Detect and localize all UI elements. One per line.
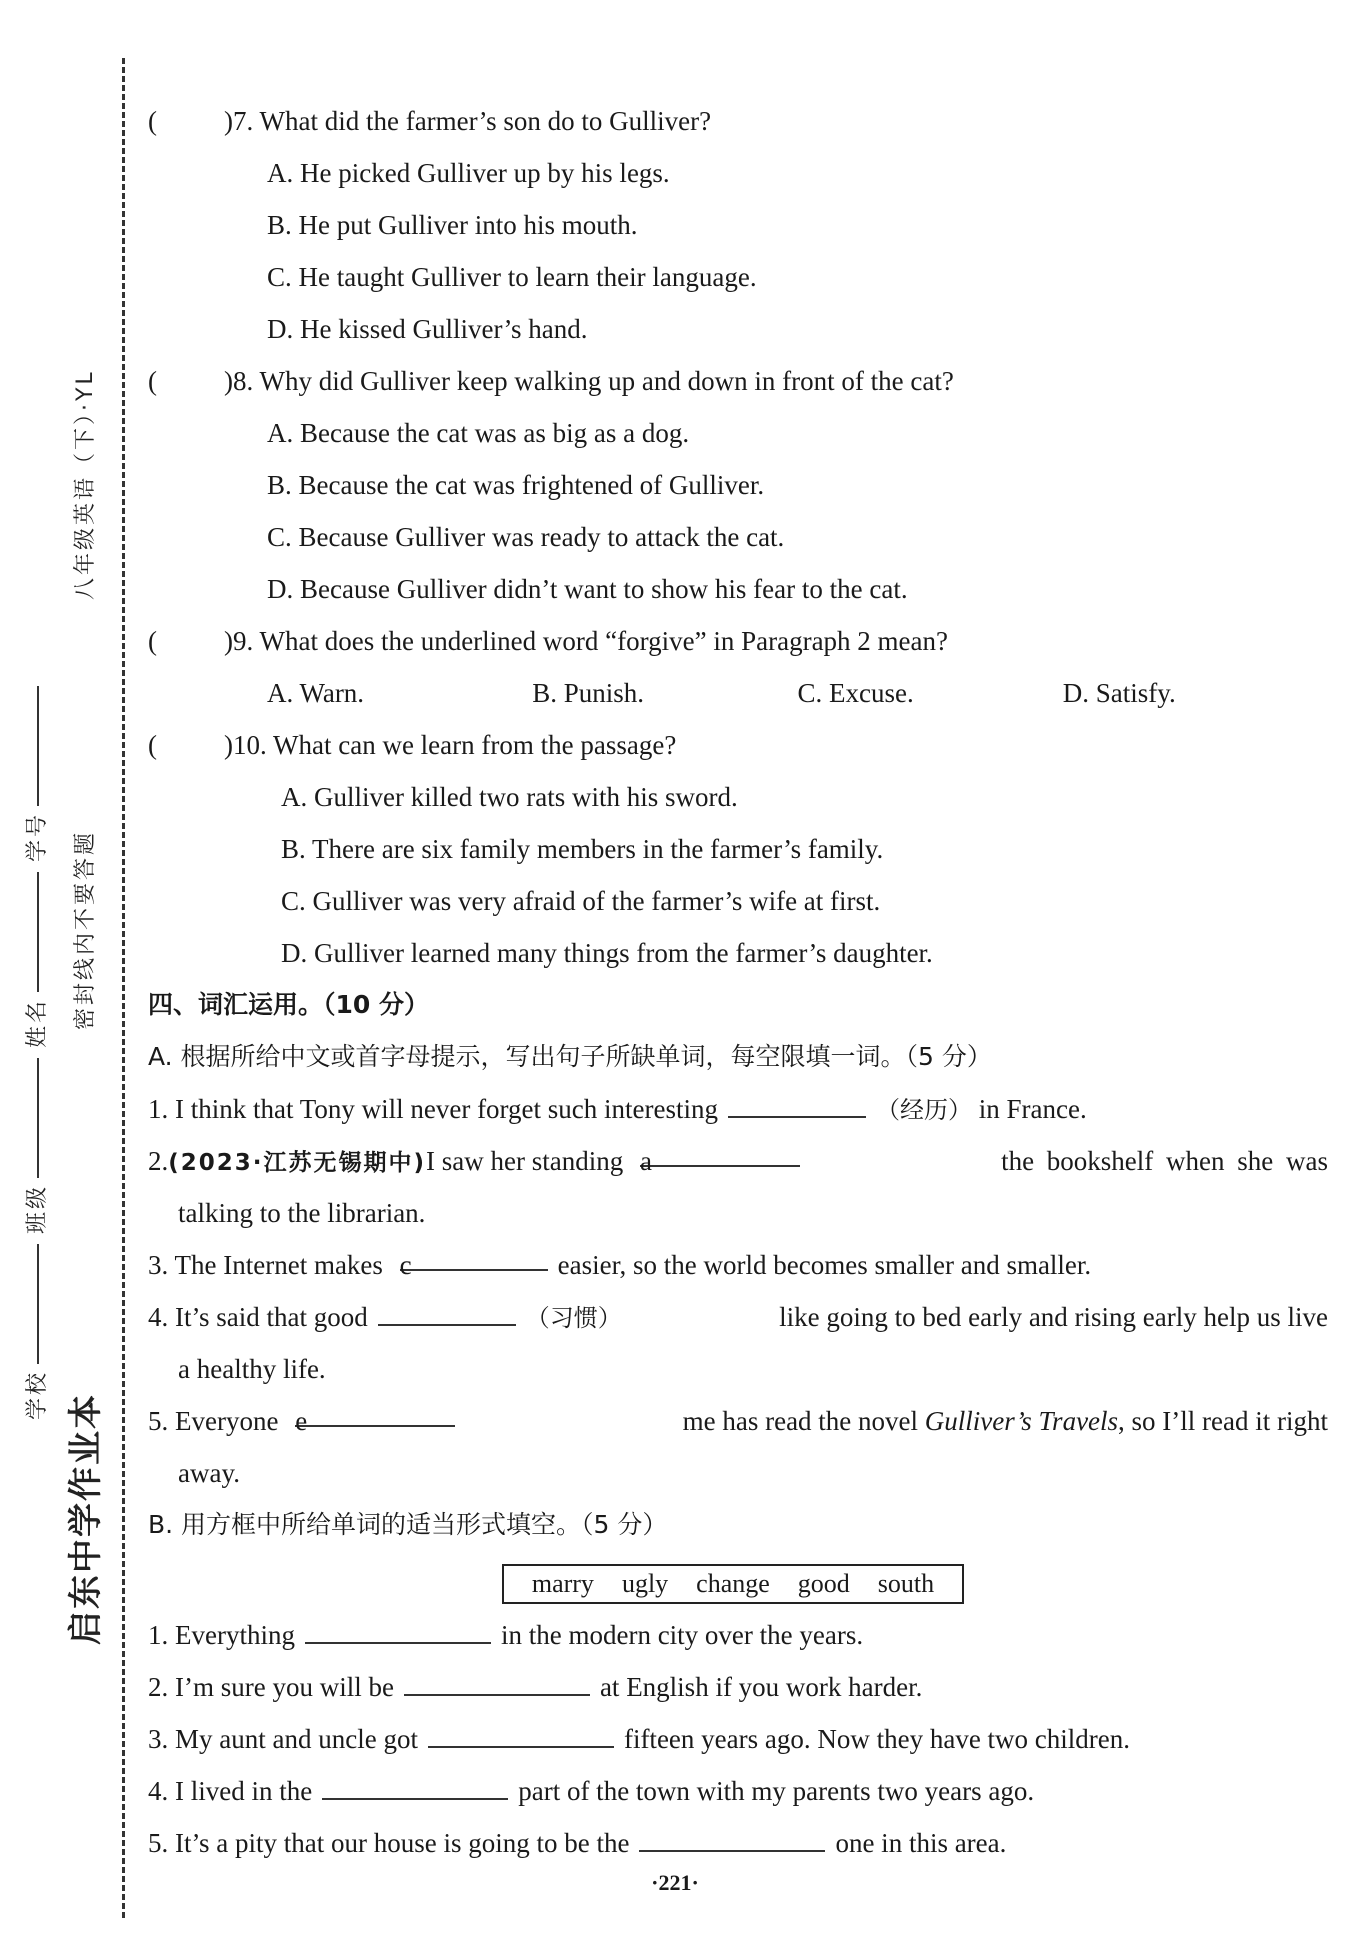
answer-blank[interactable]	[305, 1612, 491, 1644]
sentence-text: 3. My aunt and uncle got	[148, 1724, 418, 1754]
student-number-field[interactable]	[20, 686, 51, 862]
school-label: 学校	[25, 1369, 50, 1420]
question-10	[148, 719, 1328, 771]
page-number: ·221·	[651, 1870, 699, 1895]
chinese-hint: （经历）	[876, 1096, 973, 1124]
option: A. Gulliver killed two rats with his sword.	[281, 782, 738, 812]
option: B. There are six family members in the farmer’s family.	[281, 834, 884, 864]
school-field[interactable]	[20, 1244, 51, 1420]
book-title-italic: Gulliver’s Travels	[924, 1406, 1119, 1436]
question-9	[148, 615, 1328, 667]
answer-blank[interactable]	[295, 1395, 455, 1436]
sentence-text: part of the town with my parents two years ago.	[518, 1776, 1035, 1806]
answer-blank[interactable]	[404, 1664, 590, 1696]
answer-blank[interactable]	[378, 1294, 516, 1326]
sentence-text: 3. The Internet makes	[148, 1250, 383, 1280]
seal-notice: 密封线内不要答题	[73, 829, 98, 1030]
question-stem: )7. What did the farmer’s son do to Gulliver?	[224, 106, 712, 136]
seal-dashed-line	[122, 58, 125, 1918]
question-stem: )10. What can we learn from the passage?	[224, 730, 677, 760]
option: B. Punish.	[532, 678, 645, 708]
answer-blank[interactable]	[639, 1820, 825, 1852]
vocab-b-3	[148, 1713, 1328, 1765]
item-number: 2.	[148, 1146, 169, 1176]
word-box-row	[148, 1551, 1328, 1609]
option: D. Because Gulliver didn’t want to show his fear to the cat.	[267, 574, 908, 604]
class-label: 班级	[25, 1183, 50, 1234]
sentence-text: 2. I’m sure you will be	[148, 1672, 394, 1702]
sentence-text: 4. It’s said that good	[148, 1302, 368, 1332]
vocab-a-4-continued: a healthy life.	[178, 1354, 326, 1384]
student-info-fields	[20, 686, 51, 1420]
answer-blank[interactable]	[728, 1086, 866, 1118]
vocab-a-3	[148, 1239, 1328, 1291]
question-7	[148, 95, 1328, 147]
vocab-b-1	[148, 1609, 1328, 1661]
option: B. Because the cat was frightened of Gulliver.	[267, 470, 765, 500]
sentence-text: 4. I lived in the	[148, 1776, 313, 1806]
question-stem: )8. Why did Gulliver keep walking up and down in front of the cat?	[224, 366, 954, 396]
word-box	[502, 1564, 964, 1604]
sentence-text: easier, so the world becomes smaller and smaller.	[557, 1250, 1092, 1280]
option: A. Because the cat was as big as a dog.	[267, 418, 690, 448]
sentence-text: in France.	[978, 1094, 1087, 1124]
option: D. Satisfy.	[1062, 678, 1176, 708]
vocab-a-2	[148, 1135, 1328, 1187]
vocab-b-4	[148, 1765, 1328, 1817]
answer-blank[interactable]	[322, 1768, 508, 1800]
question-stem: )9. What does the underlined word “forgive” in Paragraph 2 mean?	[224, 626, 949, 656]
answer-paren[interactable]: (	[148, 626, 157, 656]
sentence-text: me has read the novel	[682, 1406, 919, 1436]
vocab-a-1	[148, 1083, 1328, 1135]
initial-letter: c	[399, 1250, 412, 1280]
vocab-b-2	[148, 1661, 1328, 1713]
option: C. Excuse.	[797, 678, 914, 708]
word-option: south	[877, 1569, 935, 1598]
option: A. Warn.	[267, 678, 365, 708]
sentence-text: I saw her standing	[426, 1146, 624, 1176]
part-a-title: A. 根据所给中文或首字母提示，写出句子所缺单词，每空限填一词。（5 分）	[148, 1042, 992, 1071]
vocab-a-2-continued: talking to the librarian.	[178, 1198, 426, 1228]
sentence-text: 1. I think that Tony will never forget such interesting	[148, 1094, 719, 1124]
answer-paren[interactable]: (	[148, 106, 157, 136]
answer-blank[interactable]	[428, 1716, 614, 1748]
section-4-title: 四、词汇运用。（10 分）	[148, 990, 429, 1019]
sentence-text: the bookshelf when she was	[1001, 1146, 1328, 1176]
vocab-a-5-continued: away.	[178, 1458, 240, 1488]
sentence-text: 5. It’s a pity that our house is going to be the	[148, 1828, 630, 1858]
book-title: 八年级英语（下）·YL	[73, 369, 98, 600]
sentence-text: fifteen years ago. Now they have two children.	[623, 1724, 1131, 1754]
sentence-text: at English if you work harder.	[599, 1672, 923, 1702]
word-option: change	[696, 1569, 770, 1598]
answer-paren[interactable]: (	[148, 366, 157, 396]
sentence-text: , so I’ll read it right	[1118, 1406, 1328, 1436]
brand-label: 启东中学作业本	[66, 1393, 106, 1645]
class-field[interactable]	[20, 1058, 51, 1234]
word-option: ugly	[621, 1569, 669, 1598]
word-option: good	[797, 1569, 850, 1598]
chinese-hint: （习惯）	[525, 1304, 622, 1332]
source-note: (2023·江苏无锡期中)	[168, 1150, 427, 1176]
option: A. He picked Gulliver up by his legs.	[267, 158, 670, 188]
option: C. Gulliver was very afraid of the farmer’s wife at first.	[281, 886, 881, 916]
answer-paren[interactable]: (	[148, 730, 157, 760]
vocab-b-5	[148, 1817, 1328, 1869]
answer-blank[interactable]	[399, 1239, 548, 1280]
initial-letter: a	[639, 1146, 652, 1176]
option: B. He put Gulliver into his mouth.	[267, 210, 638, 240]
option: D. He kissed Gulliver’s hand.	[267, 314, 588, 344]
vocab-a-5	[148, 1395, 1328, 1447]
name-field[interactable]	[20, 872, 51, 1048]
sentence-text: in the modern city over the years.	[500, 1620, 864, 1650]
question-8	[148, 355, 1328, 407]
student-number-label: 学号	[25, 811, 50, 862]
part-b-title: B. 用方框中所给单词的适当形式填空。（5 分）	[148, 1510, 668, 1539]
option: D. Gulliver learned many things from the farmer’s daughter.	[281, 938, 933, 968]
options-row	[148, 667, 1328, 719]
sentence-text: like going to bed early and rising early help us live	[779, 1302, 1328, 1332]
sentence-text: 1. Everything	[148, 1620, 295, 1650]
initial-letter: e	[295, 1406, 308, 1436]
vocab-a-4	[148, 1291, 1328, 1343]
word-option: marry	[531, 1569, 594, 1598]
sentence-text: 5. Everyone	[148, 1406, 279, 1436]
option: C. Because Gulliver was ready to attack the cat.	[267, 522, 785, 552]
name-label: 姓名	[25, 997, 50, 1048]
sentence-text: one in this area.	[835, 1828, 1007, 1858]
page-content	[148, 95, 1328, 1869]
answer-blank[interactable]	[639, 1135, 800, 1176]
option: C. He taught Gulliver to learn their language.	[267, 262, 757, 292]
